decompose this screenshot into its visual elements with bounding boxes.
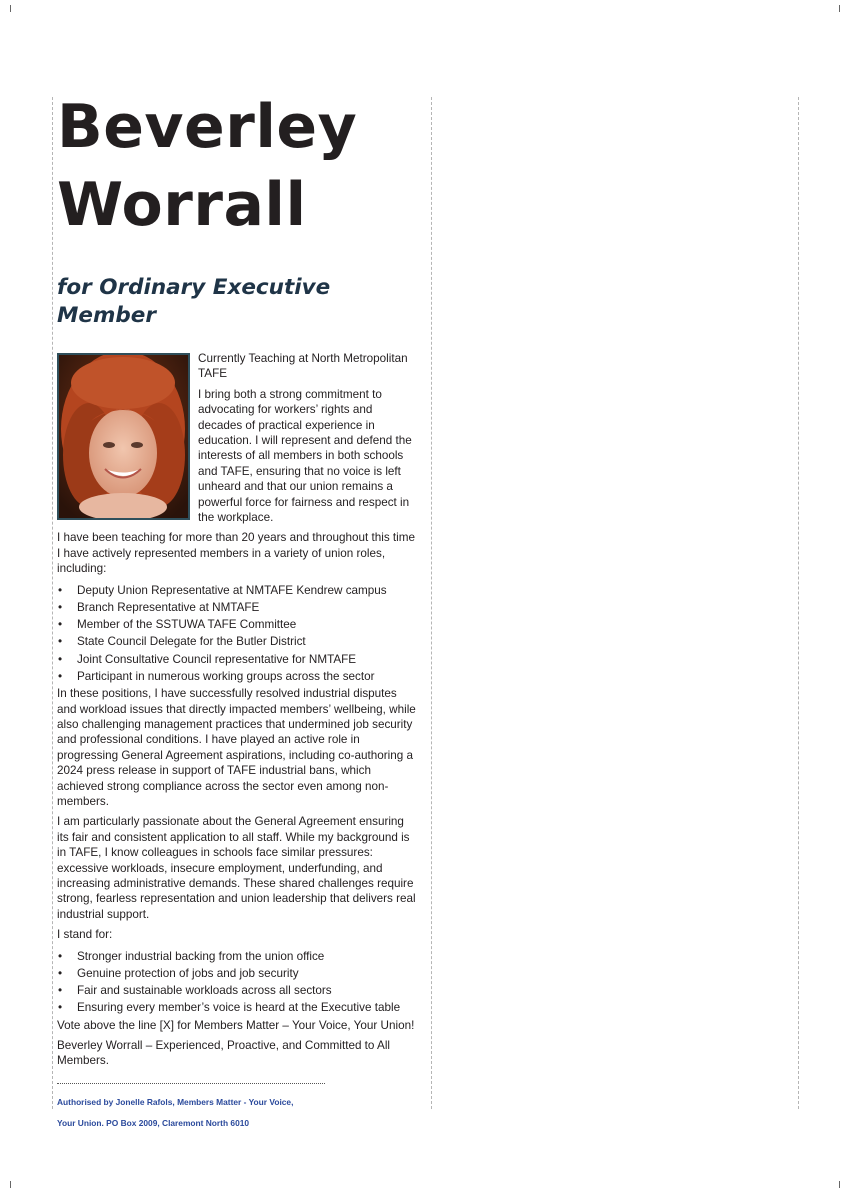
intro-section bbox=[57, 351, 417, 577]
stands-list bbox=[57, 949, 417, 1016]
vote-text: Vote above the line [X] for Members Matter – Your Voice, Your Union! bbox=[57, 1018, 415, 1032]
list-item: • Participant in numerous working groups across the sector bbox=[57, 669, 417, 684]
crop-mark bbox=[839, 1181, 840, 1188]
authorisation-line-1: Authorised by Jonelle Rafols, Members Matter - Your Voice, bbox=[57, 1096, 294, 1107]
list-item: • Branch Representative at NMTAFE bbox=[57, 600, 417, 615]
list-item: • Genuine protection of jobs and job security bbox=[57, 966, 417, 981]
list-item: • Stronger industrial backing from the union office bbox=[57, 949, 417, 964]
candidate-name bbox=[57, 88, 417, 244]
authorisation bbox=[57, 1092, 417, 1135]
candidate-portrait-icon bbox=[59, 355, 188, 518]
first-name: Beverley bbox=[57, 92, 358, 162]
list-item: • Fair and sustainable workloads across all sectors bbox=[57, 983, 417, 998]
position-title: for Ordinary Executive Member bbox=[57, 275, 331, 328]
divider bbox=[57, 1083, 325, 1084]
commitment-text: I bring both a strong commitment to advocating for workers’ rights and decades of practical experience in education. I will represent and defend the interests of all members in both schools and TAFE, ensuring that no voice is left unheard and that our union remains a powerful force for fairness and respect in the workplace. bbox=[198, 387, 412, 525]
achievements-text: In these positions, I have successfully resolved industrial disputes and workload issues that directly impacted members’ wellbeing, while also challenging management practices that undermined job security and professional conditions. I have played an active role in progressing General Agreement aspirations, including co-authoring a 2024 press release in support of TAFE industrial bans, which achieved strong compliance across the sector even among non-members. bbox=[57, 687, 416, 808]
candidate-photo bbox=[57, 353, 190, 520]
column-guide-left bbox=[52, 97, 53, 1109]
list-item: • Deputy Union Representative at NMTAFE Kendrew campus bbox=[57, 583, 417, 598]
authorisation-line-2: Your Union. PO Box 2009, Claremont North 6010 bbox=[57, 1118, 250, 1129]
crop-mark bbox=[10, 1181, 11, 1188]
crop-mark bbox=[839, 5, 840, 12]
stand-for-intro: I stand for: bbox=[57, 928, 113, 942]
passion-text: I am particularly passionate about the General Agreement ensuring its fair and consistent application to all staff. While my background is in TAFE, I know colleagues in schools face similar pressures: excessive workloads, insecure employment, underfunding, and increasing administrative demands. These shared challenges require strong, fearless representation and union leadership that delivers real industrial support. bbox=[57, 815, 416, 921]
column-guide-right bbox=[798, 97, 799, 1109]
teaching-text: Currently Teaching at North Metropolitan TAFE bbox=[198, 352, 408, 381]
list-item: • Member of the SSTUWA TAFE Committee bbox=[57, 617, 417, 632]
roles-list bbox=[57, 583, 417, 684]
experience-text: I have been teaching for more than 20 years and throughout this time I have actively represented members in a variety of union roles, including: bbox=[57, 531, 415, 576]
tagline-text: Beverley Worrall – Experienced, Proactive, and Committed to All Members. bbox=[57, 1039, 391, 1068]
crop-mark bbox=[10, 5, 11, 12]
candidate-statement bbox=[57, 88, 417, 1135]
column-guide-middle bbox=[431, 97, 432, 1109]
list-item: • Ensuring every member’s voice is heard at the Executive table bbox=[57, 1000, 417, 1015]
last-name: Worrall bbox=[57, 170, 307, 240]
list-item: • State Council Delegate for the Butler District bbox=[57, 634, 417, 649]
list-item: • Joint Consultative Council representative for NMTAFE bbox=[57, 652, 417, 667]
